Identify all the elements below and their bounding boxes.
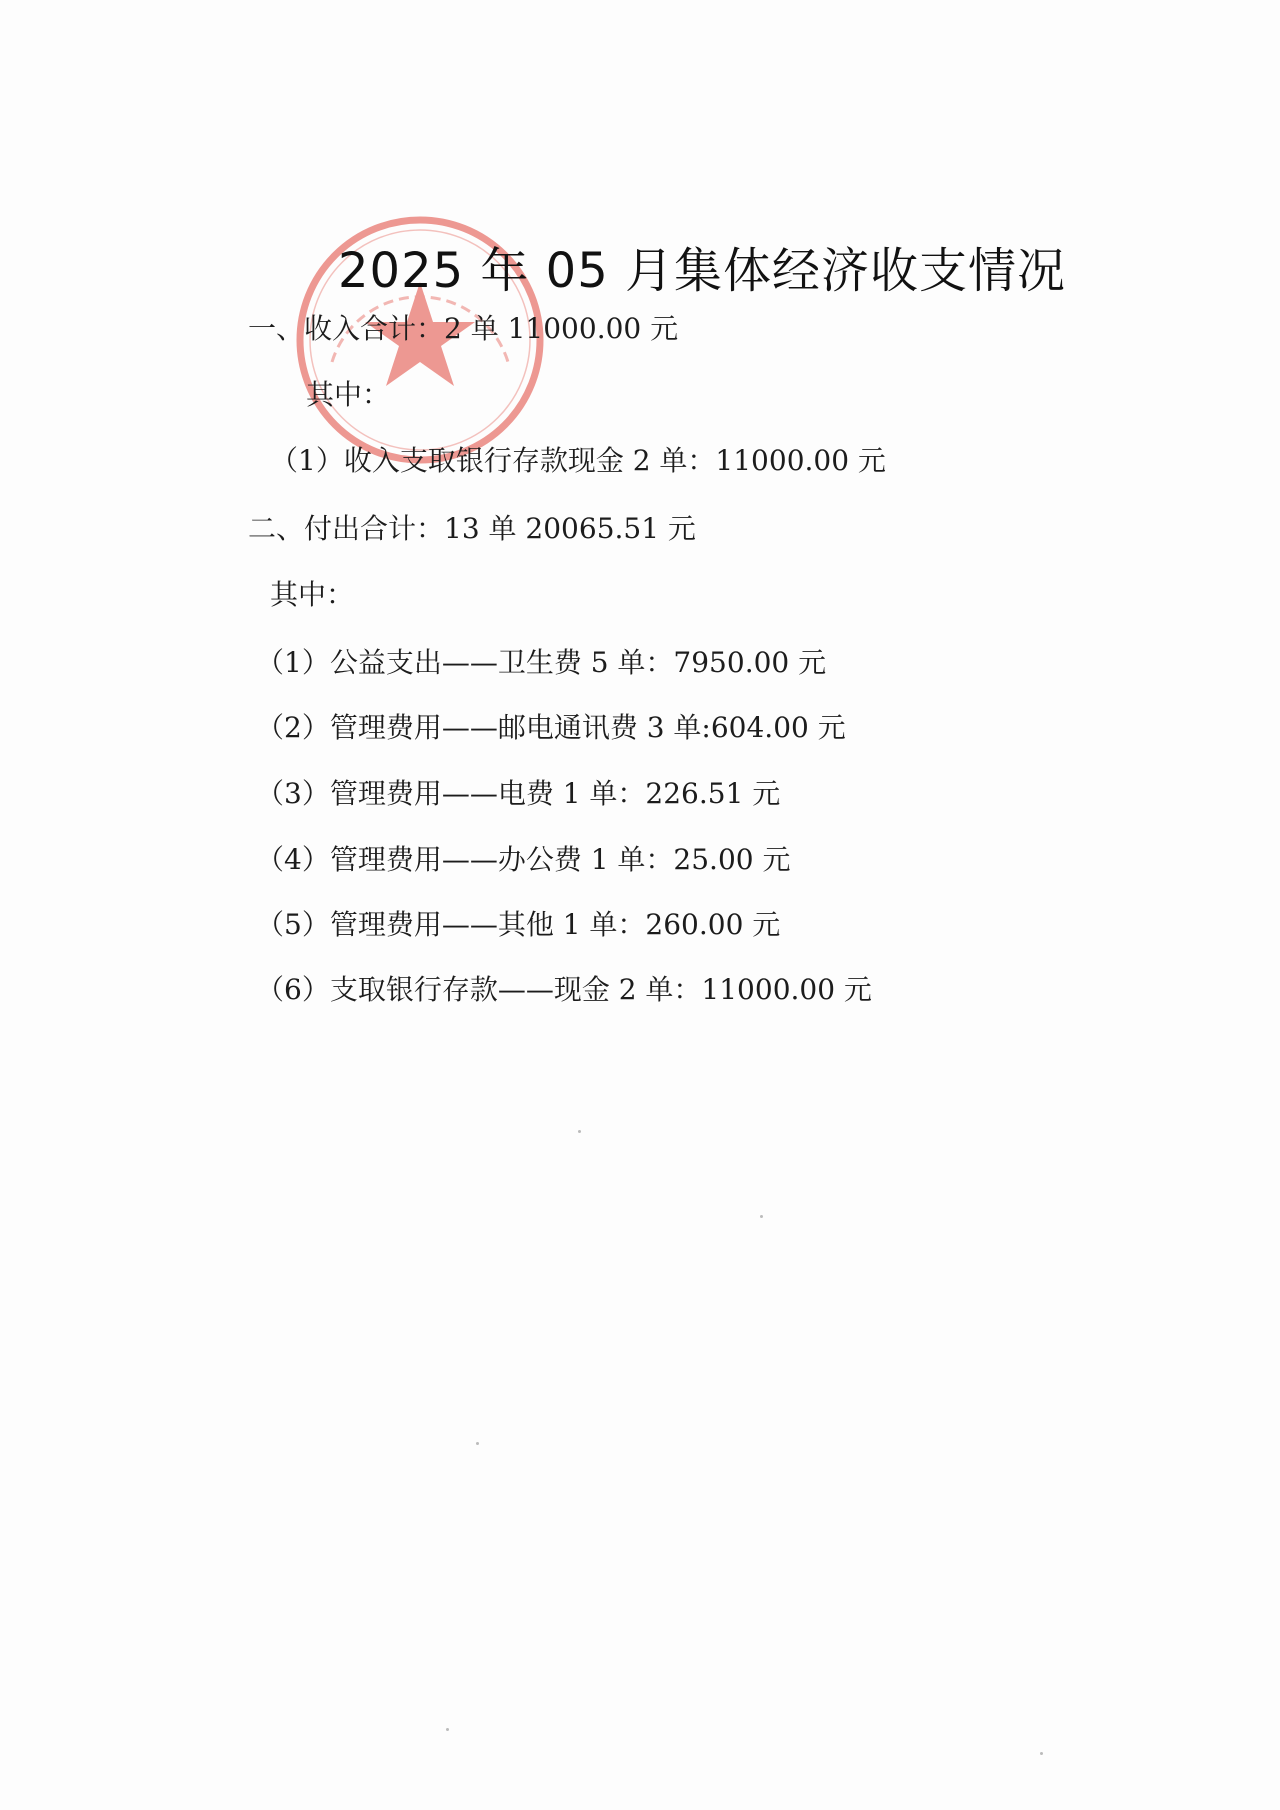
expense-item: （6）支取银行存款——现金 2 单：11000.00 元 (256, 973, 872, 1006)
expense-total: 二、付出合计：13 单 20065.51 元 (248, 512, 696, 545)
document-title: 2025 年 05 月集体经济收支情况 (338, 243, 1067, 299)
expense-item: （4）管理费用——办公费 1 单：25.00 元 (256, 843, 791, 876)
income-of-which: 其中： (306, 378, 391, 411)
income-total: 一、收入合计：2 单 11000.00 元 (248, 312, 679, 345)
scan-speck (760, 1215, 763, 1218)
expense-of-which: 其中： (270, 578, 355, 611)
expense-item: （2）管理费用——邮电通讯费 3 单:604.00 元 (256, 711, 846, 744)
scan-speck (1040, 1752, 1043, 1755)
expense-item: （1）公益支出——卫生费 5 单：7950.00 元 (256, 646, 827, 679)
scan-speck (476, 1442, 479, 1445)
scan-speck (446, 1728, 449, 1731)
scan-speck (578, 1130, 581, 1133)
expense-item: （3）管理费用——电费 1 单：226.51 元 (256, 777, 781, 810)
income-item: （1）收入支取银行存款现金 2 单：11000.00 元 (270, 444, 886, 477)
expense-item: （5）管理费用——其他 1 单：260.00 元 (256, 908, 781, 941)
